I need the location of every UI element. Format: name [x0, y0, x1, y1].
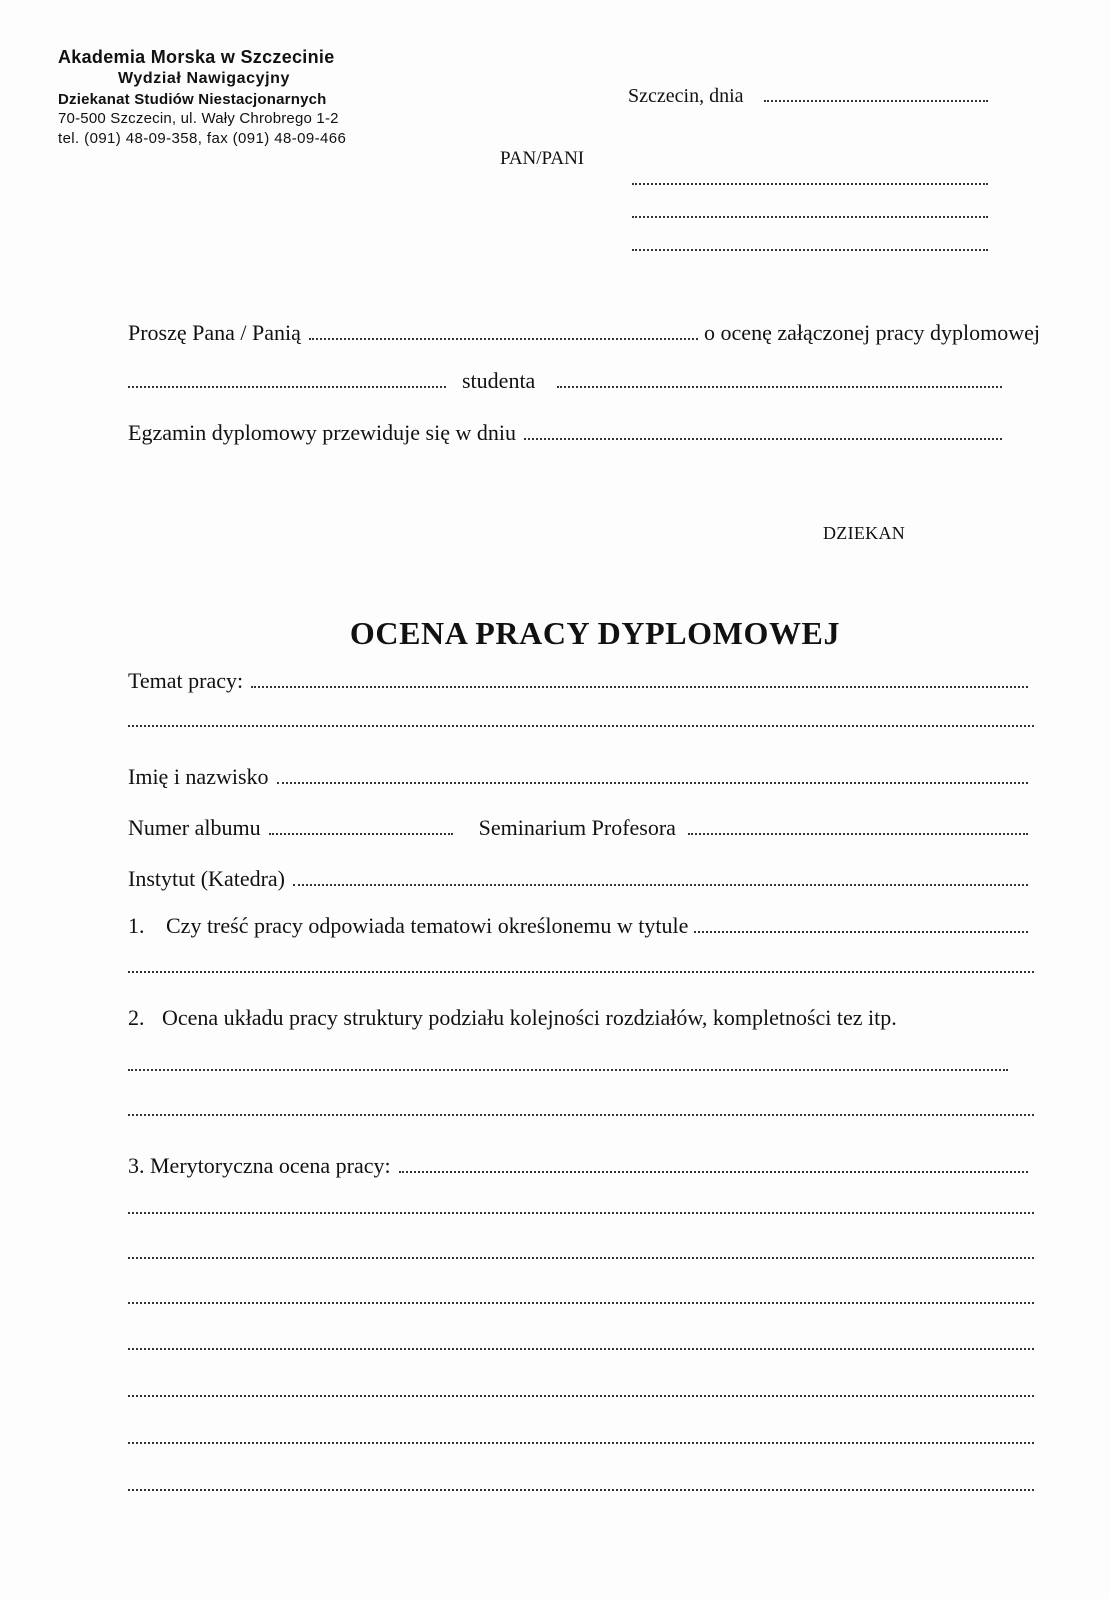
office-name: Dziekanat Studiów Niestacjonarnych	[58, 91, 327, 108]
topic-line	[128, 668, 1034, 694]
exam-date-line	[128, 420, 1008, 446]
topic-label: Temat pracy:	[128, 668, 244, 693]
question-2	[128, 1005, 1034, 1031]
seminar-label: Seminarium Profesora	[478, 815, 676, 840]
album-seminar-line	[128, 815, 1034, 841]
album-label: Numer albumu	[128, 815, 261, 840]
dean-label: DZIEKAN	[823, 523, 906, 543]
album-blank[interactable]	[269, 816, 453, 835]
question-3-blank[interactable]	[399, 1154, 1028, 1173]
exam-date-blank[interactable]	[524, 421, 1002, 440]
answer-3-line-5[interactable]	[128, 1394, 1034, 1397]
addressee-label: PAN/PANI	[500, 148, 585, 169]
question-3-text: Merytoryczna ocena pracy:	[150, 1153, 391, 1178]
request-line	[128, 320, 1040, 346]
reviewer-name-blank[interactable]	[309, 321, 698, 340]
answer-3-line-6[interactable]	[128, 1441, 1034, 1444]
exam-label: Egzamin dyplomowy przewiduje się w dniu	[128, 420, 516, 445]
question-1	[128, 913, 1034, 939]
addressee-line-1[interactable]	[632, 182, 988, 185]
answer-3-line-3[interactable]	[128, 1301, 1034, 1304]
answer-2-line-1[interactable]	[128, 1068, 1008, 1071]
answer-3-line-2[interactable]	[128, 1256, 1034, 1259]
institute-blank[interactable]	[293, 867, 1028, 886]
office-address: 70-500 Szczecin, ul. Wały Chrobrego 1-2	[58, 110, 339, 127]
institute-label: Instytut (Katedra)	[128, 866, 285, 891]
topic-blank-2[interactable]	[128, 724, 1034, 727]
institution-stamp	[58, 48, 388, 146]
name-line	[128, 764, 1034, 790]
addressee-line-3[interactable]	[632, 248, 988, 251]
question-1-text: Czy treść pracy odpowiada tematowi określonemu w tytule	[166, 913, 689, 938]
answer-2-line-2[interactable]	[128, 1113, 1034, 1116]
addressee-line-2[interactable]	[632, 215, 988, 218]
student-line	[128, 368, 1008, 394]
question-3	[128, 1153, 1034, 1179]
question-3-number: 3.	[128, 1153, 145, 1178]
request-prefix: Proszę Pana / Panią	[128, 320, 301, 345]
answer-3-line-1[interactable]	[128, 1211, 1034, 1214]
topic-blank[interactable]	[251, 669, 1028, 688]
question-2-text: Ocena układu pracy struktury podziału kolejności rozdziałów, kompletności tez itp.	[162, 1005, 897, 1030]
thesis-blank[interactable]	[128, 369, 446, 388]
request-suffix: o ocenę załączonej pracy dyplomowej	[704, 320, 1040, 345]
institution-name: Akademia Morska w Szczecinie	[58, 47, 335, 67]
student-label: studenta	[462, 368, 536, 393]
answer-3-line-7[interactable]	[128, 1488, 1034, 1491]
office-phone: tel. (091) 48-09-358, fax (091) 48-09-466	[58, 130, 347, 147]
name-blank[interactable]	[277, 765, 1028, 784]
question-1-blank[interactable]	[694, 914, 1028, 933]
faculty-name: Wydział Nawigacyjny	[118, 70, 291, 87]
institute-line	[128, 866, 1034, 892]
seminar-blank[interactable]	[688, 816, 1028, 835]
student-name-blank[interactable]	[557, 369, 1002, 388]
place-date-field	[628, 82, 988, 108]
answer-3-line-4[interactable]	[128, 1347, 1034, 1350]
place-date-label: Szczecin, dnia	[628, 85, 744, 107]
date-blank[interactable]	[764, 82, 989, 102]
question-1-number: 1.	[128, 913, 145, 938]
question-2-number: 2.	[128, 1005, 145, 1030]
form-title: OCENA PRACY DYPLOMOWEJ	[349, 615, 841, 651]
name-label: Imię i nazwisko	[128, 764, 269, 789]
answer-1-line[interactable]	[128, 970, 1034, 973]
